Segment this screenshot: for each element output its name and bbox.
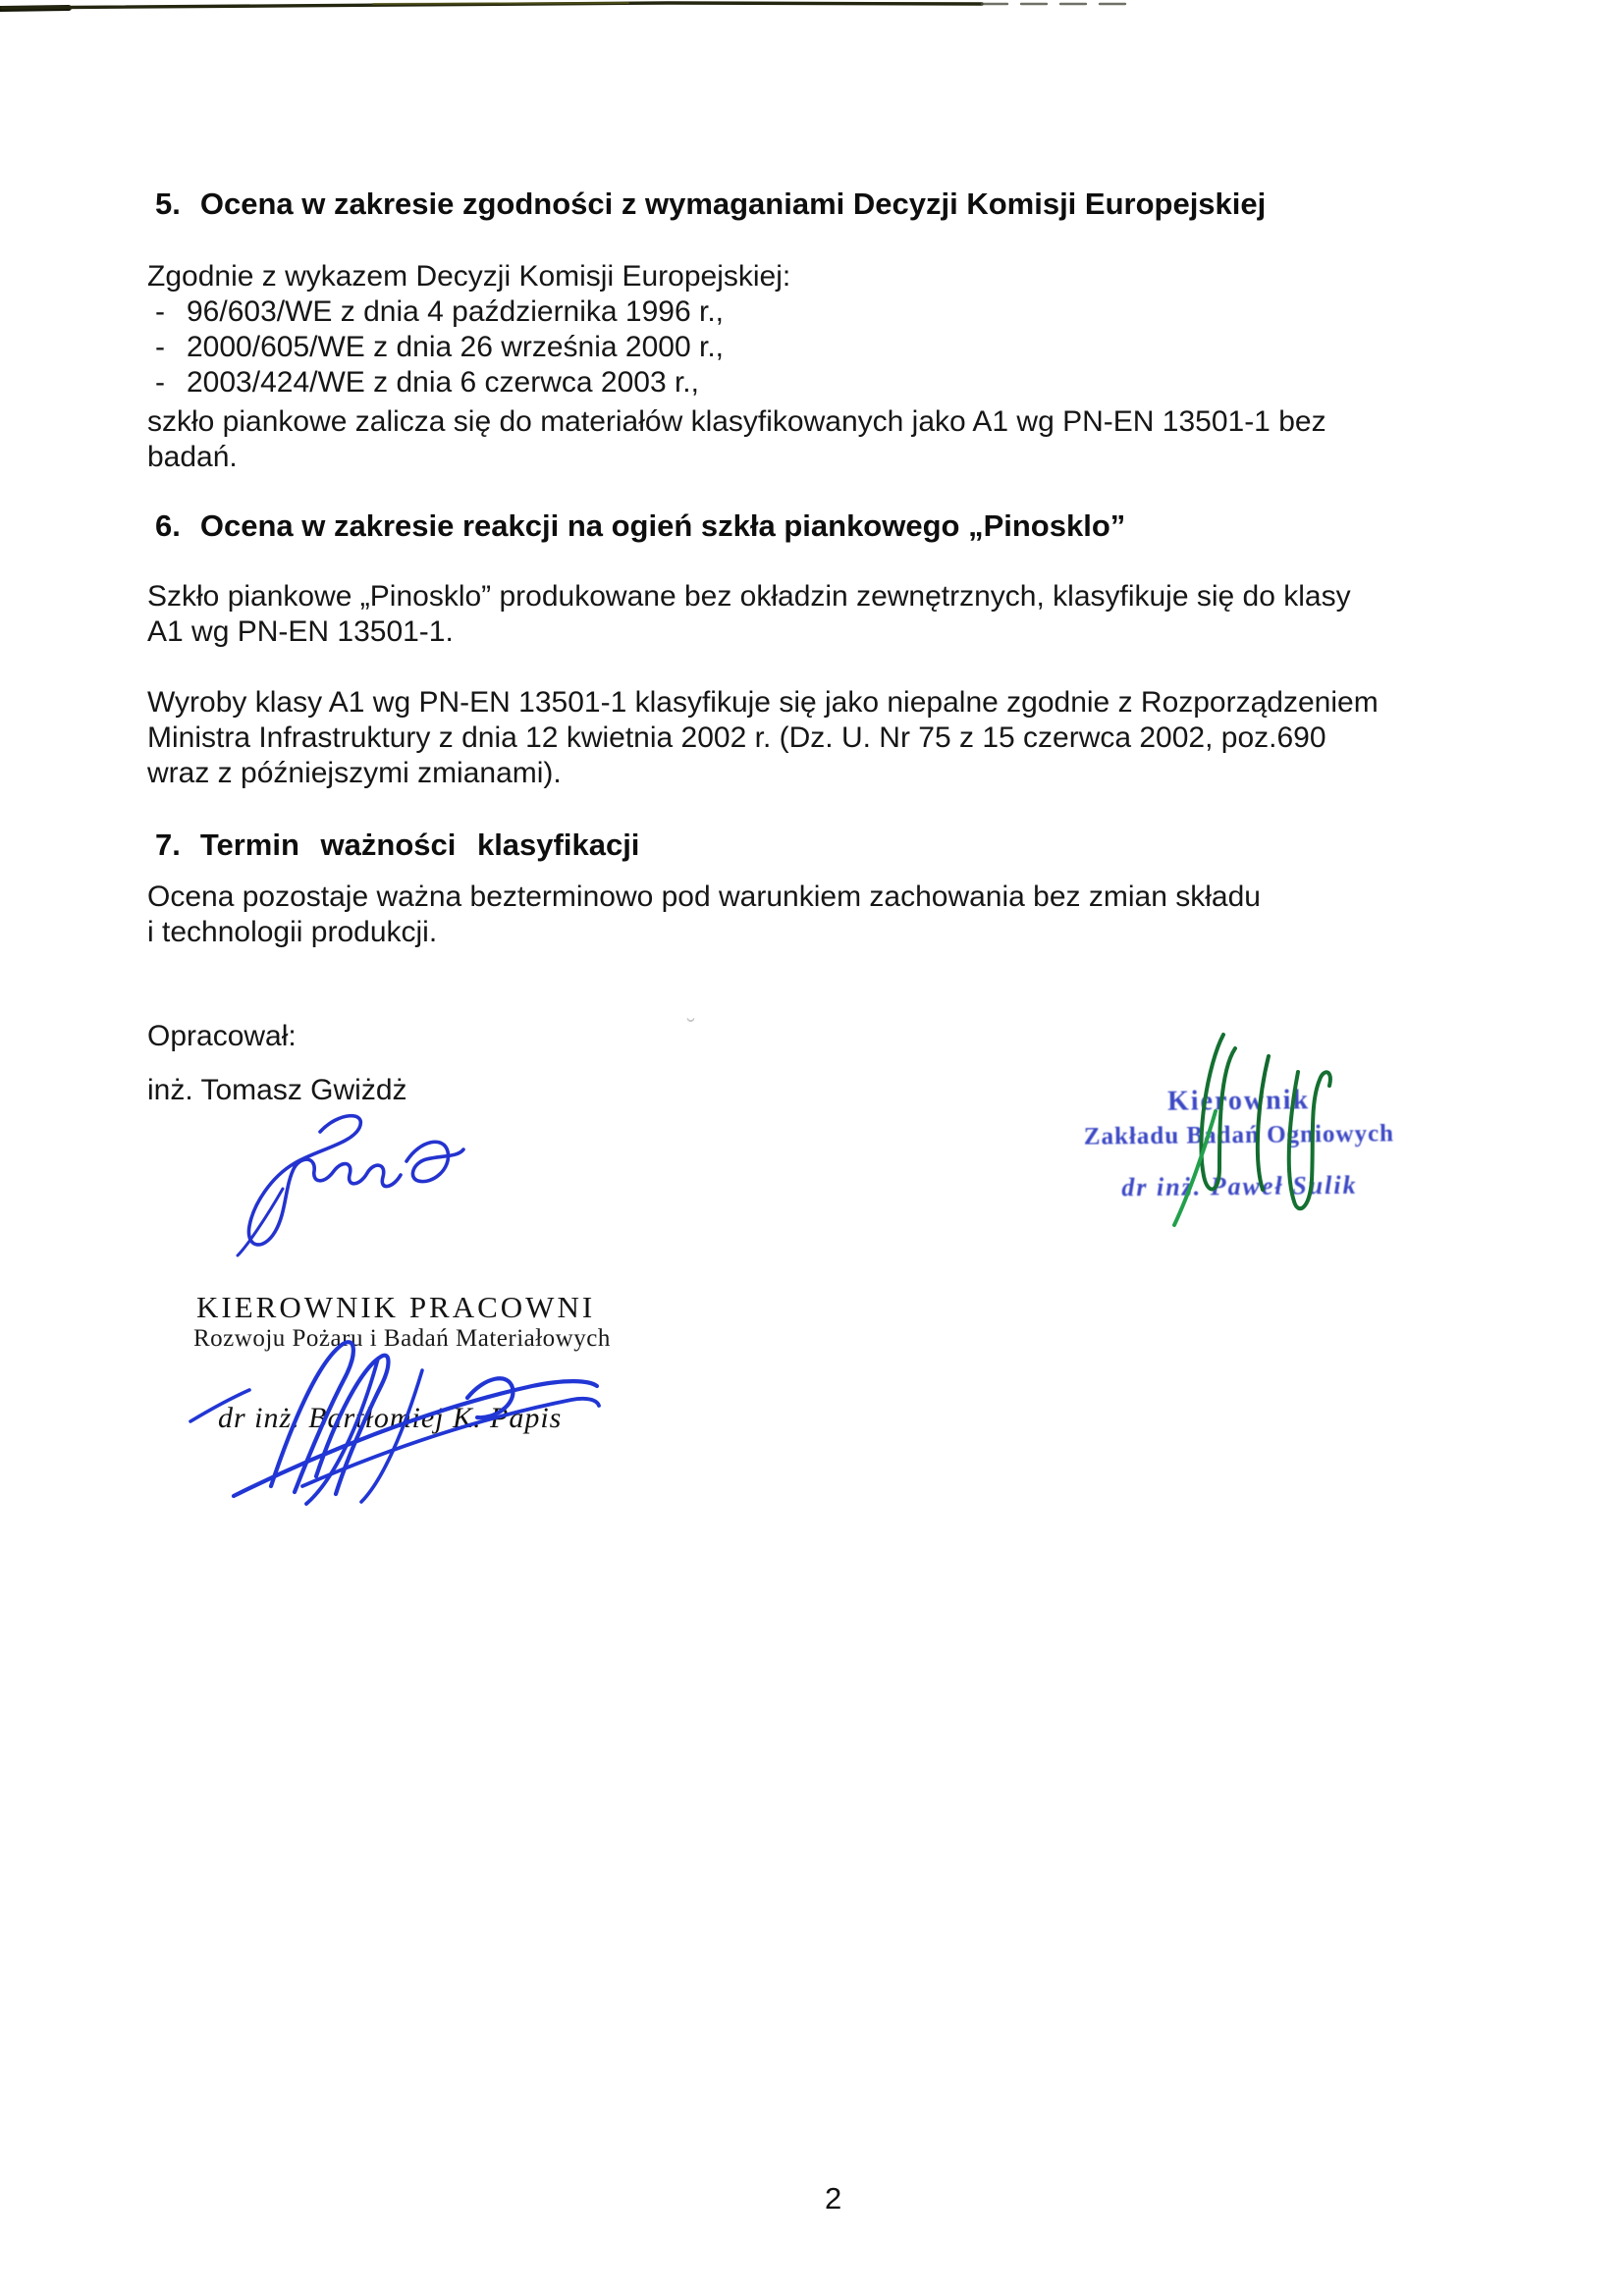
stamp-right-line-2: Zakładu Badań Ogniowych <box>1083 1120 1395 1150</box>
list-item-text: 2003/424/WE z dnia 6 czerwca 2003 r., <box>187 366 699 399</box>
section-5-title: Ocena w zakresie zgodności z wymaganiami Decyzji Komisji Europejskiej <box>199 187 1267 221</box>
paragraph-line: Szkło piankowe „Pinosklo” produkowane bez okładzin zewnętrznych, klasyfikuje się do klasy <box>147 580 1351 613</box>
list-item-text: 2000/605/WE z dnia 26 września 2000 r., <box>187 331 725 363</box>
list-item <box>155 294 724 330</box>
section-7-number: 7. <box>155 828 181 862</box>
list-bullet: - <box>155 331 165 363</box>
section-6-number: 6. <box>155 508 181 543</box>
stamp-right-line-1: Kierownik <box>1166 1085 1311 1117</box>
signature-tomasz-gwizdz <box>224 1102 479 1259</box>
prepared-by-label: Opracował: <box>147 1020 297 1052</box>
paragraph-line: i technologii produkcji. <box>147 916 438 948</box>
paragraph-line: szkło piankowe zalicza się do materiałów klasyfikowanych jako A1 wg PN-EN 13501-1 bez <box>147 405 1326 438</box>
stamp-head-of-lab-name: dr inż. Bartłomiej K. Papis <box>218 1402 563 1434</box>
paragraph-line: Ocena pozostaje ważna bezterminowo pod warunkiem zachowania bez zmian składu <box>147 881 1261 913</box>
section-7-heading <box>155 828 639 863</box>
paragraph-line: Wyroby klasy A1 wg PN-EN 13501-1 klasyfikuje się jako niepalne zgodnie z Rozporządzeniem <box>147 686 1379 719</box>
paragraph-line: Ministra Infrastruktury z dnia 12 kwietnia 2002 r. (Dz. U. Nr 75 z 15 czerwca 2002, poz.690 <box>147 721 1326 754</box>
stamp-right-line-3: dr inż. Paweł Sulik <box>1121 1170 1358 1202</box>
scan-artifact-top-line <box>0 0 1159 16</box>
section-5-heading <box>155 187 1266 222</box>
section-5-intro: Zgodnie z wykazem Decyzji Komisji Europejskiej: <box>147 260 791 293</box>
section-6-paragraph-2 <box>147 685 1379 791</box>
list-item <box>155 330 724 365</box>
list-item-text: 96/603/WE z dnia 4 października 1996 r., <box>187 295 725 328</box>
paragraph-line: A1 wg PN-EN 13501-1. <box>147 615 454 648</box>
stamp-head-of-fire-testing-department <box>1042 1084 1435 1203</box>
paragraph-line: badań. <box>147 441 238 473</box>
prepared-by-name: inż. Tomasz Gwiżdż <box>147 1074 407 1106</box>
section-5-list <box>155 294 724 400</box>
page-number: 2 <box>825 2181 842 2216</box>
list-bullet: - <box>155 366 165 399</box>
list-item <box>155 365 724 400</box>
section-7-paragraph <box>147 880 1261 950</box>
paragraph-line: wraz z późniejszymi zmianami). <box>147 757 562 789</box>
section-7-title: Termin ważności klasyfikacji <box>199 828 640 862</box>
stamp-head-of-lab-title: KIEROWNIK PRACOWNI <box>196 1290 596 1324</box>
stamp-head-of-lab-subtitle: Rozwoju Pożaru i Badań Materiałowych <box>193 1325 611 1352</box>
section-5-conclusion <box>147 404 1326 475</box>
scan-artifact-mark: ˘ <box>687 1015 695 1041</box>
list-bullet: - <box>155 295 165 328</box>
section-6-paragraph-1 <box>147 579 1351 650</box>
section-6-title: Ocena w zakresie reakcji na ogień szkła piankowego „Pinosklo” <box>199 508 1126 543</box>
section-5-number: 5. <box>155 187 181 221</box>
section-6-heading <box>155 508 1125 544</box>
